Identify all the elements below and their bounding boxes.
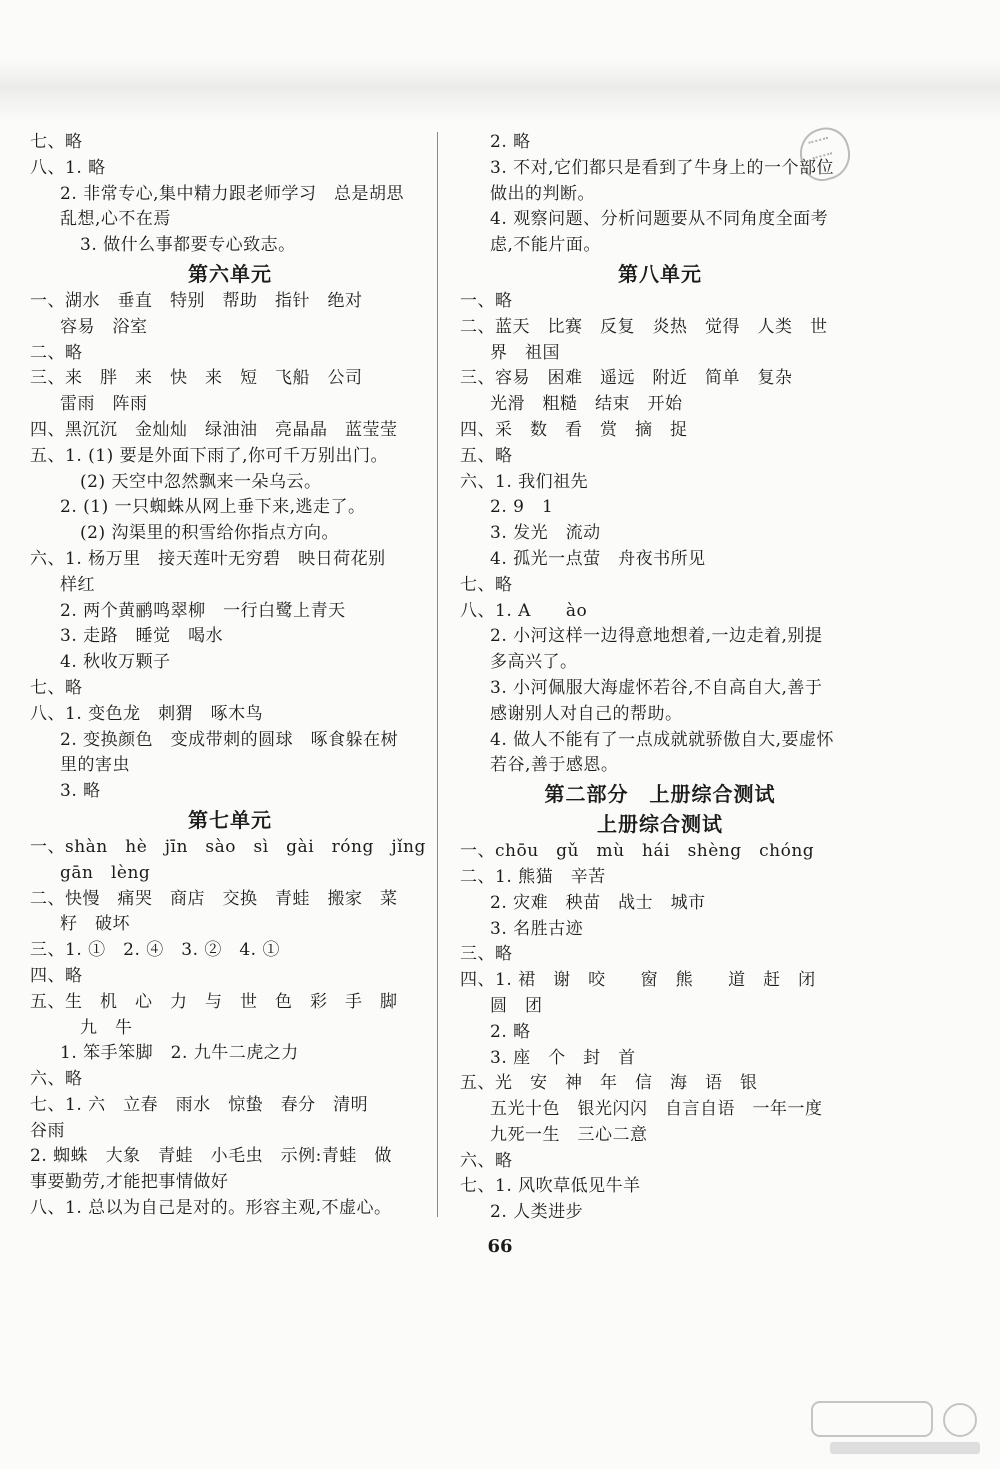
right-answer-line: 4. 做人不能有了一点成就就骄傲自大,要虚怀 — [490, 729, 835, 750]
right-answer-line: 3. 名胜古迹 — [490, 918, 584, 939]
left-answer-line: 2. (1) 一只蜘蛛从网上垂下来,逃走了。 — [60, 497, 366, 518]
left-answer-line: 一、湖水 垂直 特别 帮助 指针 绝对 — [30, 290, 363, 311]
right-answer-line: 九死一生 三心二意 — [490, 1124, 648, 1145]
watermark-logo-icon — [810, 1398, 990, 1458]
right-answer-line: 做出的判断。 — [490, 183, 595, 204]
left-answer-line: 3. 略 — [60, 781, 101, 802]
right-answer-line: 五、略 — [460, 445, 513, 466]
page-number: 66 — [487, 1236, 513, 1257]
left-answer-line: 1. 笨手笨脚 2. 九牛二虎之力 — [60, 1043, 299, 1064]
right-answer-line: 感谢别人对自己的帮助。 — [490, 703, 683, 724]
right-answer-line: 五光十色 银光闪闪 自言自语 一年一度 — [490, 1099, 823, 1120]
left-answer-line: 六、1. 杨万里 接天莲叶无穷碧 映日荷花别 — [30, 548, 386, 569]
right-answer-line: 四、1. 裙 谢 咬 窗 熊 道 赶 闭 — [460, 970, 816, 991]
right-answer-line: 二、1. 熊猫 辛苦 — [460, 866, 606, 887]
left-answer-line: 2. 变换颜色 变成带刺的圆球 啄食躲在树 — [60, 729, 399, 750]
right-answer-line: 光滑 粗糙 结束 开始 — [490, 394, 683, 415]
left-answer-line: 三、来 胖 来 快 来 短 飞船 公司 — [30, 368, 363, 389]
right-answer-line: 2. 略 — [490, 132, 531, 152]
left-answer-line: 二、快慢 痛哭 商店 交换 青蛙 搬家 菜 — [30, 888, 398, 909]
right-answer-line: 若谷,善于感恩。 — [490, 755, 619, 776]
left-column — [30, 130, 430, 1222]
right-answer-line: 五、光 安 神 年 信 海 语 银 — [460, 1073, 758, 1094]
left-answer-line: 九 牛 — [80, 1017, 133, 1038]
left-answer-line: gān lèng — [60, 862, 151, 883]
left-answer-line: 八、1. 变色龙 刺猬 啄木鸟 — [30, 703, 264, 724]
left-answer-line: 八、1. 总以为自己是对的。形容主观,不虚心。 — [30, 1198, 392, 1219]
left-answer-line: 七、略 — [30, 677, 83, 698]
right-answer-line: 4. 观察问题、分析问题要从不同角度全面考 — [490, 209, 829, 230]
left-section-heading: 第六单元 — [188, 261, 272, 286]
left-answer-line: (2) 沟渠里的积雪给你指点方向。 — [80, 523, 339, 544]
left-answer-line: 2. 非常专心,集中精力跟老师学习 总是胡思 — [60, 183, 405, 204]
right-answer-line: 六、1. 我们祖先 — [460, 471, 589, 492]
right-answer-line: 3. 不对,它们都只是看到了牛身上的一个部位 — [490, 157, 835, 178]
right-answer-line: 2. 小河这样一边得意地想着,一边走着,别提 — [490, 626, 823, 647]
right-section-heading: 第二部分 上册综合测试 — [544, 782, 776, 807]
right-answer-line: 四、采 数 看 赏 摘 捉 — [460, 419, 688, 440]
right-section-heading: 第八单元 — [618, 261, 702, 286]
right-answer-line: 一、chōu gǔ mù hái shèng chóng — [460, 841, 815, 862]
left-answer-line: 乱想,心不在焉 — [60, 209, 171, 230]
left-answer-line: 五、生 机 心 力 与 世 色 彩 手 脚 — [30, 991, 398, 1012]
left-answer-line: 四、略 — [30, 965, 83, 986]
left-answer-line: 4. 秋收万颗子 — [60, 652, 171, 673]
right-answer-line: 虑,不能片面。 — [490, 235, 601, 256]
right-answer-line: 界 祖国 — [490, 342, 560, 363]
right-answer-line: 八、1. A ào — [460, 600, 588, 621]
left-answer-line: 容易 浴室 — [60, 316, 148, 337]
right-answer-line: 七、1. 风吹草低见牛羊 — [460, 1176, 641, 1197]
right-answer-line: 3. 发光 流动 — [490, 523, 601, 544]
right-answer-line: 三、容易 困难 遥远 附近 简单 复杂 — [460, 368, 793, 389]
left-answer-line: 雷雨 阵雨 — [60, 394, 148, 415]
right-answer-line: 七、略 — [460, 574, 513, 595]
right-answer-line: 2. 9 1 — [490, 497, 554, 518]
left-answer-line: 六、略 — [30, 1069, 83, 1090]
left-answer-line: 里的害虫 — [60, 755, 130, 776]
right-answer-line: 圆 团 — [490, 995, 543, 1016]
left-answer-line: (2) 天空中忽然飘来一朵乌云。 — [80, 471, 322, 492]
left-answer-line: 籽 破坏 — [60, 914, 130, 935]
left-answer-line: 谷雨 — [30, 1120, 65, 1141]
right-answer-line: 一、略 — [460, 290, 513, 311]
right-answer-line: 2. 人类进步 — [490, 1202, 584, 1223]
right-answer-line: 4. 孤光一点萤 舟夜书所见 — [490, 548, 706, 569]
left-answer-line: 2. 两个黄鹂鸣翠柳 一行白鹭上青天 — [60, 600, 346, 621]
right-answer-line: 3. 小河佩服大海虚怀若谷,不自高自大,善于 — [490, 677, 823, 698]
left-answer-line: 事要勤劳,才能把事情做好 — [30, 1172, 229, 1193]
left-answer-line: 八、1. 略 — [30, 157, 106, 178]
right-answer-line: 六、略 — [460, 1150, 513, 1171]
right-section-heading: 上册综合测试 — [597, 812, 723, 837]
column-divider — [437, 132, 438, 1217]
left-answer-line: 样红 — [60, 574, 95, 595]
right-answer-line: 2. 略 — [490, 1021, 531, 1042]
left-answer-line: 2. 蜘蛛 大象 青蛙 小毛虫 示例:青蛙 做 — [30, 1146, 392, 1167]
left-section-heading: 第七单元 — [188, 807, 272, 832]
left-answer-line: 一、shàn hè jīn sào sì gài róng jǐng — [30, 836, 426, 857]
right-answer-line: 二、蓝天 比赛 反复 炎热 觉得 人类 世 — [460, 316, 828, 337]
left-answer-line: 五、1. (1) 要是外面下雨了,你可千万别出门。 — [30, 445, 389, 466]
right-answer-line: 2. 灾难 秧苗 战士 城市 — [490, 892, 706, 913]
right-column — [460, 130, 860, 1226]
left-answer-line: 七、略 — [30, 132, 83, 152]
left-answer-line: 3. 走路 睡觉 喝水 — [60, 626, 224, 647]
right-answer-line: 3. 座 个 封 首 — [490, 1047, 636, 1068]
left-answer-line: 3. 做什么事都要专心致志。 — [80, 235, 296, 256]
left-answer-line: 三、1. ① 2. ④ 3. ② 4. ① — [30, 940, 280, 961]
scan-shadow — [0, 60, 1000, 120]
left-answer-line: 二、略 — [30, 342, 83, 363]
left-answer-line: 四、黑沉沉 金灿灿 绿油油 亮晶晶 蓝莹莹 — [30, 419, 398, 440]
right-answer-line: 多高兴了。 — [490, 652, 578, 673]
right-answer-line: 三、略 — [460, 944, 513, 965]
left-answer-line: 七、1. 六 立春 雨水 惊蛰 春分 清明 — [30, 1094, 369, 1115]
